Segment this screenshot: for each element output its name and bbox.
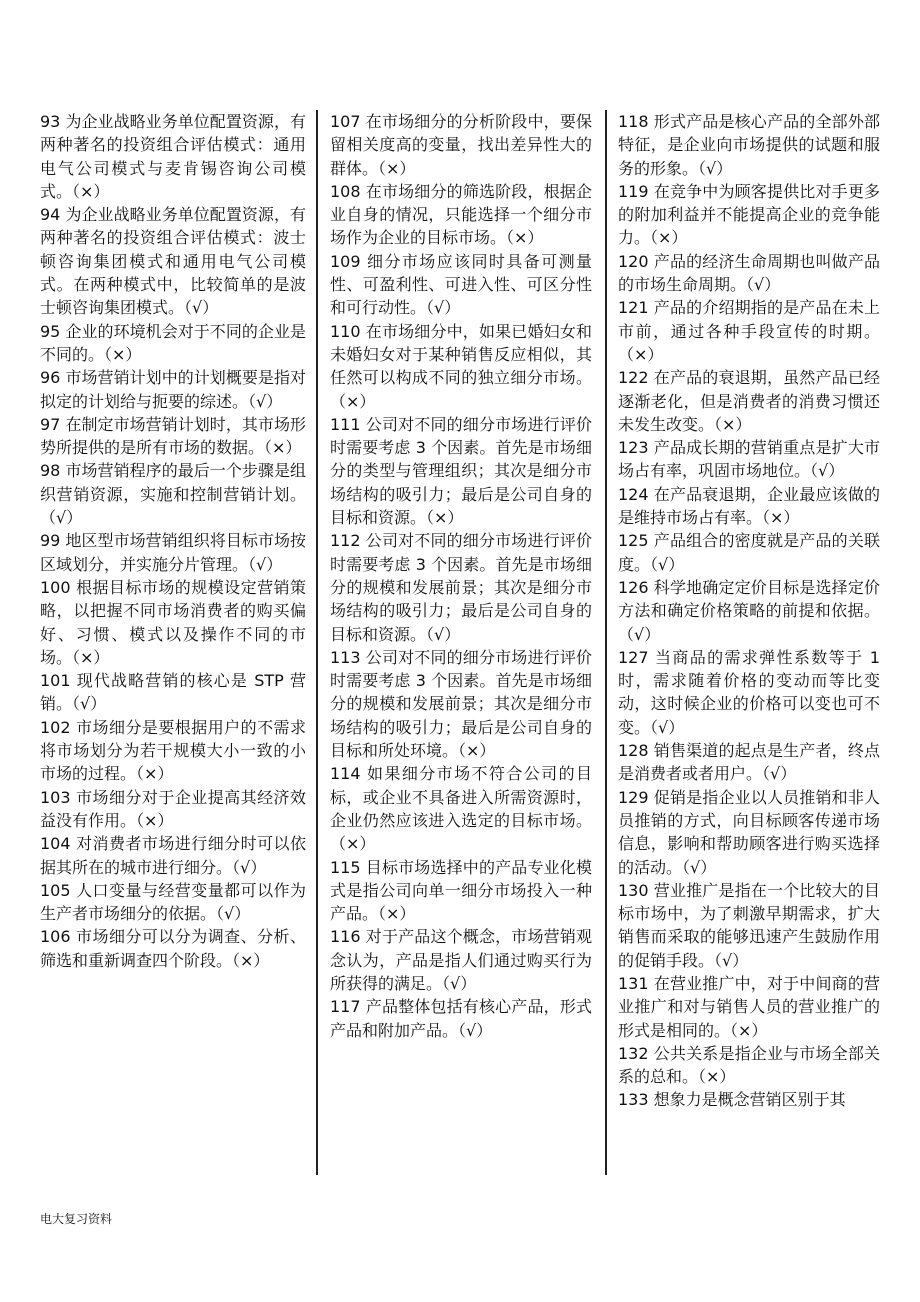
question-item: 105 人口变量与经营变量都可以作为生产者市场细分的依据。（√） <box>40 880 306 924</box>
question-item: 114 如果细分市场不符合公司的目标，或企业不具备进入所需资源时，企业仍然应该进入选定的目标市场。（×） <box>330 764 592 854</box>
column-3 <box>618 110 880 1175</box>
question-item: 93 为企业战略业务单位配置资源，有两种著名的投资组合评估模式：通用电气公司模式与麦肯锡咨询公司模式。（×） <box>40 112 306 201</box>
question-item: 132 公共关系是指企业与市场全部关系的总和。（×） <box>618 1043 880 1087</box>
question-item: 124 在产品衰退期，企业最应该做的是维持市场占有率。（×） <box>618 484 880 528</box>
column-2 <box>330 110 592 1175</box>
question-item: 128 销售渠道的起点是生产者，终点是消费者或者用户。（√） <box>618 741 880 784</box>
column-divider <box>316 110 318 1175</box>
question-item: 95 企业的环境机会对于不同的企业是不同的。（×） <box>40 321 306 364</box>
column-divider <box>605 110 607 1175</box>
question-item: 130 营业推广是指在一个比较大的目标市场中，为了刺激早期需求，扩大销售而采取的能够迅速产生鼓励作用的促销手段。（√） <box>618 880 880 970</box>
question-item: 133 想象力是概念营销区别于其 <box>618 1090 846 1110</box>
question-item: 129 促销是指企业以人员推销和非人员推销的方式，向目标顾客传递市场信息，影响和帮助顾客进行购买选择的活动。（√） <box>618 787 880 877</box>
question-item: 110 在市场细分中，如果已婚妇女和未婚妇女对于某种销售反应相似，其任然可以构成不同的独立细分市场。（×） <box>330 321 592 411</box>
question-item: 126 科学地确定定价目标是选择定价方法和确定价格策略的前提和依据。（√） <box>618 577 880 644</box>
question-item: 97 在制定市场营销计划时，其市场形势所提供的是所有市场的数据。（×） <box>40 414 306 458</box>
question-item: 117 产品整体包括有核心产品，形式产品和附加产品。（√） <box>330 997 592 1040</box>
question-item: 107 在市场细分的分析阶段中，要保留相关度高的变量，找出差异性大的群体。（×） <box>330 112 592 178</box>
question-item: 108 在市场细分的筛选阶段，根据企业自身的情况，只能选择一个细分市场作为企业的目标市场。（×） <box>330 181 592 248</box>
question-item: 100 根据目标市场的规模设定营销策略，以把握不同市场消费者的购买偏好、习惯、模式以及操作不同的市场。（×） <box>40 577 306 667</box>
question-item: 101 现代战略营销的核心是 STP 营销。（√） <box>40 671 306 714</box>
column-1 <box>40 110 306 1175</box>
question-item: 118 形式产品是核心产品的全部外部特征，是企业向市场提供的试题和服务的形象。（√） <box>618 112 880 178</box>
question-item: 103 市场细分对于企业提高其经济效益没有作用。（×） <box>40 787 306 830</box>
question-item: 116 对于产品这个概念，市场营销观念认为，产品是指人们通过购买行为所获得的满足。（√） <box>330 927 592 993</box>
question-item: 112 公司对不同的细分市场进行评价时需要考虑 3 个因素。首先是市场细分的规模和发展前景；其次是细分市场结构的吸引力；最后是公司自身的目标和资源。（√） <box>330 531 592 644</box>
question-item: 120 产品的经济生命周期也叫做产品的市场生命周期。（√） <box>618 251 880 295</box>
question-item: 125 产品组合的密度就是产品的关联度。（√） <box>618 531 880 574</box>
question-item: 127 当商品的需求弹性系数等于 1 时，需求随着价格的变动而等比变动，这时候企业的价格可以变也可不变。（√） <box>618 647 880 737</box>
question-item: 123 产品成长期的营销重点是扩大市场占有率，巩固市场地位。（√） <box>618 438 880 481</box>
question-item: 113 公司对不同的细分市场进行评价时需要考虑 3 个因素。首先是市场细分的规模和发展前景；其次是细分市场结构的吸引力；最后是公司自身的目标和所处环境。（×） <box>330 647 592 761</box>
question-item: 98 市场营销程序的最后一个步骤是组织营销资源，实施和控制营销计划。（√） <box>40 461 306 528</box>
question-item: 99 地区型市场营销组织将目标市场按区域划分，并实施分片管理。（√） <box>40 531 306 574</box>
question-item: 119 在竞争中为顾客提供比对手更多的附加利益并不能提高企业的竞争能力。（×） <box>618 181 880 248</box>
question-item: 106 市场细分可以分为调查、分析、筛选和重新调查四个阶段。（×） <box>40 927 306 970</box>
question-item: 131 在营业推广中，对于中间商的营业推广和对与销售人员的营业推广的形式是相同的。（×） <box>618 973 880 1040</box>
page-footer: 电大复习资料 <box>40 1212 113 1226</box>
question-item: 122 在产品的衰退期，虽然产品已经逐渐老化，但是消费者的消费习惯还未发生改变。（×） <box>618 368 880 434</box>
question-item: 121 产品的介绍期指的是产品在未上市前，通过各种手段宣传的时期。（×） <box>618 298 880 364</box>
document-page <box>40 110 880 1175</box>
question-item: 96 市场营销计划中的计划概要是指对拟定的计划给与扼要的综述。（√） <box>40 368 306 411</box>
question-item: 109 细分市场应该同时具备可测量性、可盈利性、可进入性、可区分性和可行动性。（√） <box>330 251 592 318</box>
question-item: 102 市场细分是要根据用户的不需求将市场划分为若干规模大小一致的小市场的过程。（×） <box>40 717 306 784</box>
question-item: 111 公司对不同的细分市场进行评价时需要考虑 3 个因素。首先是市场细分的类型与管理组织；其次是细分市场结构的吸引力；最后是公司自身的目标和资源。（×） <box>330 414 592 528</box>
question-item: 94 为企业战略业务单位配置资源，有两种著名的投资组合评估模式：波士顿咨询集团模式和通用电气公司模式。在两种模式中，比较简单的是波士顿咨询集团模式。（√） <box>40 205 306 318</box>
question-item: 115 目标市场选择中的产品专业化模式是指公司向单一细分市场投入一种产品。（×） <box>330 857 592 924</box>
question-item: 104 对消费者市场进行细分时可以依据其所在的城市进行细分。（√） <box>40 834 306 877</box>
